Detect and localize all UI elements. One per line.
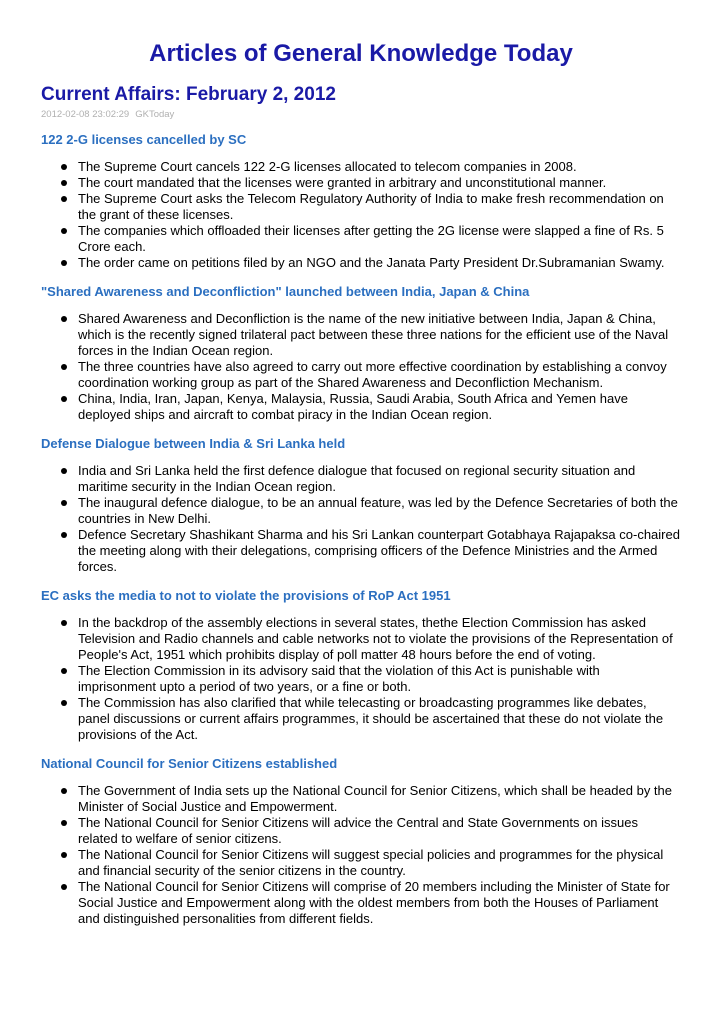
list-item: The Government of India sets up the National Council for Senior Citizens, which shall be headed by the Minister of Social Justice and Empowerment.	[78, 783, 681, 815]
document-page	[41, 38, 681, 927]
list-item: Defence Secretary Shashikant Sharma and his Sri Lankan counterpart Gotabhaya Rajapaksa co-chaired the meeting along with their delegations, comprising officers of the Defence Ministries and the Armed forces.	[78, 527, 680, 574]
list-item: The Election Commission in its advisory said that the violation of this Act is punishable with imprisonment upto a period of two years, or a fine or both.	[78, 663, 681, 695]
list-item: China, India, Iran, Japan, Kenya, Malaysia, Russia, Saudi Arabia, South Africa and Yemen have deployed ships and aircraft to combat piracy in the Indian Ocean region.	[78, 391, 681, 423]
list-item: The Supreme Court cancels 122 2-G licenses allocated to telecom companies in 2008.	[78, 159, 681, 175]
bullet-list	[41, 311, 681, 423]
section-heading: "Shared Awareness and Deconfliction" launched between India, Japan & China	[41, 284, 530, 299]
section	[41, 435, 681, 575]
list-item: The National Council for Senior Citizens will advice the Central and State Governments on issues related to welfare of senior citizens.	[78, 815, 681, 847]
list-item: The National Council for Senior Citizens will comprise of 20 members including the Minister of State for Social Justice and Empowerment along with the oldest members from both the Houses of Parliament and distinguished personalities from different fields.	[78, 879, 681, 927]
section	[41, 131, 681, 271]
post-author: GKToday	[135, 109, 175, 120]
section-heading: EC asks the media to not to violate the provisions of RoP Act 1951	[41, 588, 451, 603]
list-item: The companies which offloaded their licenses after getting the 2G license were slapped a fine of Rs. 5 Crore each.	[78, 223, 681, 255]
list-item: The Commission has also clarified that while telecasting or broadcasting programmes like debates, panel discussions or current affairs programmes, it should be ascertained that these do not violate the provisions of the Act.	[78, 695, 681, 743]
section	[41, 283, 681, 423]
bullet-list	[41, 615, 681, 743]
list-item: In the backdrop of the assembly elections in several states, thethe Election Commission has asked Television and Radio channels and cable networks not to violate the provisions of the Representation of People's Act, 1951 which prohibits display of poll matter 48 hours before the end of voting.	[78, 615, 681, 663]
section-heading: National Council for Senior Citizens established	[41, 756, 338, 771]
list-item: The court mandated that the licenses were granted in arbitrary and unconstitutional manner.	[78, 175, 681, 191]
list-item: The order came on petitions filed by an NGO and the Janata Party President Dr.Subramanian Swamy.	[78, 255, 681, 271]
bullet-list	[41, 463, 681, 575]
section-heading: 122 2-G licenses cancelled by SC	[41, 132, 247, 147]
list-item: The National Council for Senior Citizens will suggest special policies and programmes for the physical and financial security of the senior citizens in the country.	[78, 847, 681, 879]
list-item: The inaugural defence dialogue, to be an annual feature, was led by the Defence Secretaries of both the countries in New Delhi.	[78, 495, 681, 527]
section	[41, 755, 681, 927]
section	[41, 587, 681, 743]
post-title: Current Affairs: February 2, 2012	[41, 84, 336, 105]
section-heading: Defense Dialogue between India & Sri Lanka held	[41, 436, 346, 451]
list-item: India and Sri Lanka held the first defence dialogue that focused on regional security situation and maritime security in the Indian Ocean region.	[78, 463, 681, 495]
bullet-list	[41, 783, 681, 927]
list-item: Shared Awareness and Deconfliction is the name of the new initiative between India, Japan & China, which is the recently signed trilateral pact between these three nations for the efficient use of the Naval forces in the Indian Ocean region.	[78, 311, 681, 359]
bullet-list	[41, 159, 681, 271]
site-title: Articles of General Knowledge Today	[149, 40, 573, 67]
list-item: The Supreme Court asks the Telecom Regulatory Authority of India to make fresh recommendation on the grant of these licenses.	[78, 191, 681, 223]
list-item: The three countries have also agreed to carry out more effective coordination by establishing a convoy coordination working group as part of the Shared Awareness and Deconfliction Mechanism.	[78, 359, 681, 391]
post-date: 2012-02-08 23:02:29	[41, 109, 130, 120]
post-meta	[41, 109, 681, 121]
